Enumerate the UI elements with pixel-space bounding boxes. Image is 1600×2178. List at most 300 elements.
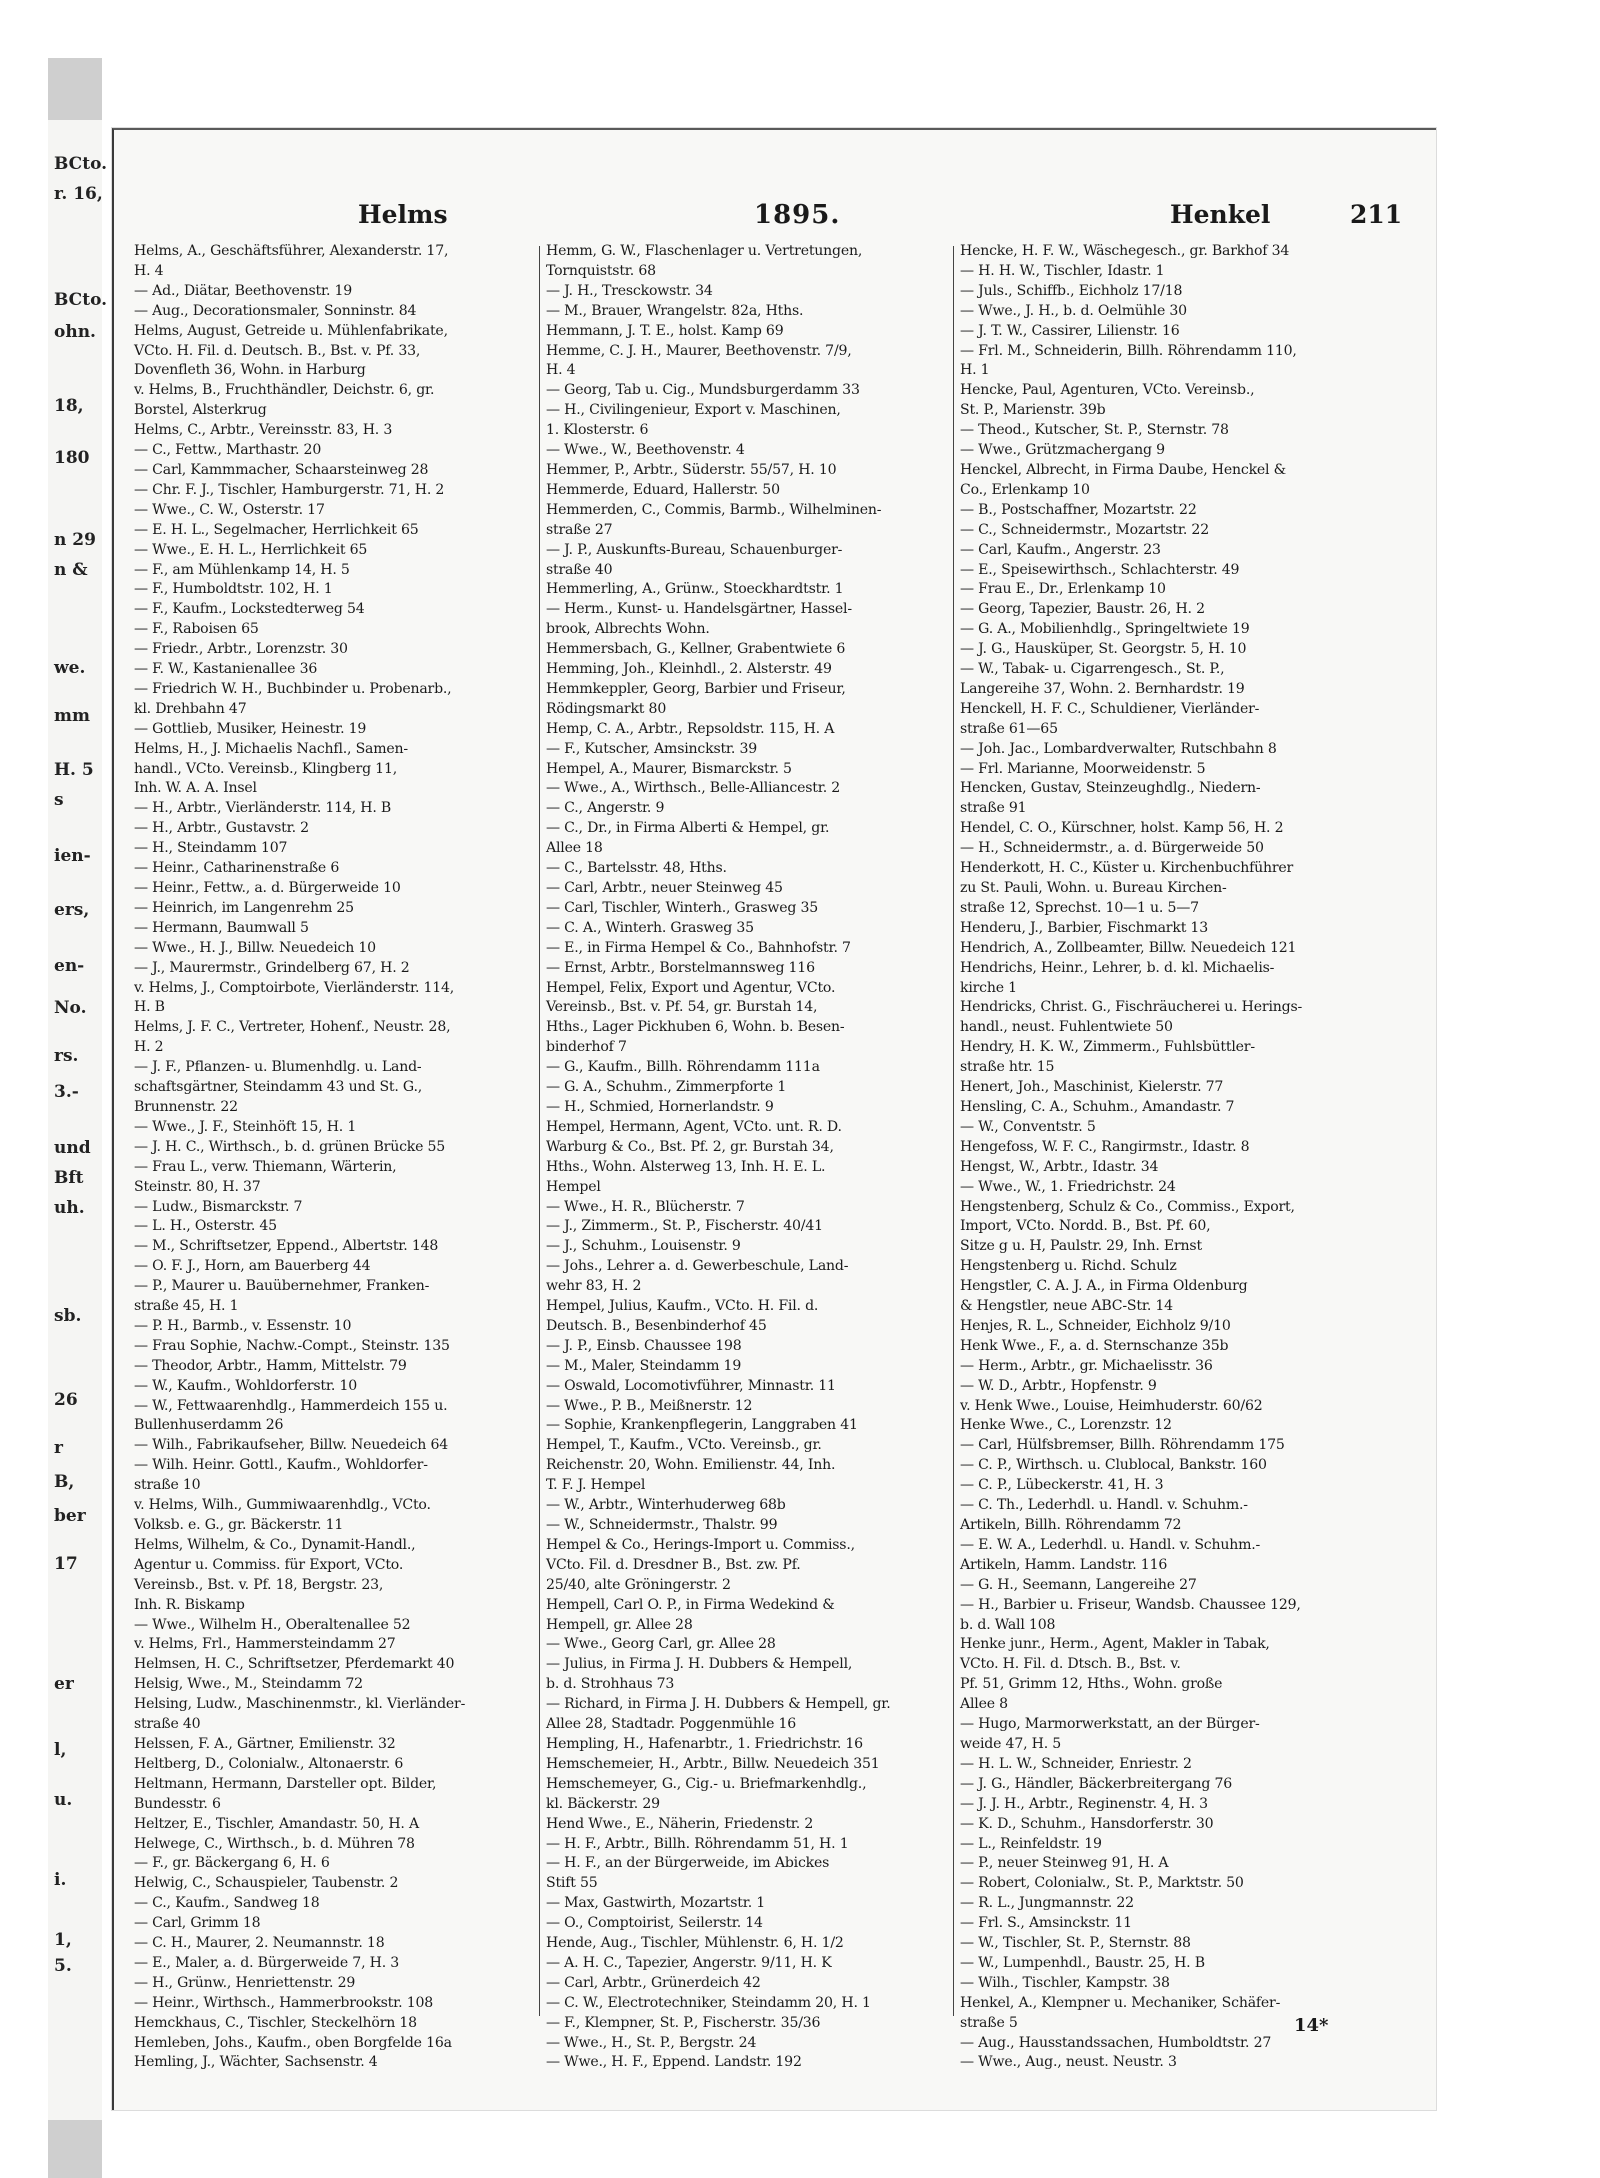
directory-entry-line: — E. H. L., Segelmacher, Herrlichkeit 65	[134, 521, 419, 538]
directory-entry-line: handl., neust. Fuhlentwiete 50	[960, 1019, 1173, 1036]
previous-page-text-fragment: No.	[54, 998, 87, 1018]
directory-entry-line: Hend Wwe., E., Näherin, Friedenstr. 2	[546, 1815, 814, 1832]
directory-entry-line: Hempell, Carl O. P., in Firma Wedekind &	[546, 1596, 835, 1613]
directory-entry-line: Henderkott, H. C., Küster u. Kirchenbuchführer	[960, 860, 1294, 877]
directory-entry-line: — W., Tabak- u. Cigarrengesch., St. P.,	[960, 661, 1225, 678]
previous-page-text-fragment: uh.	[54, 1198, 85, 1218]
previous-page-text-fragment: BCto.	[54, 154, 108, 174]
directory-entry-line: — Heinr., Wirthsch., Hammerbrookstr. 108	[134, 1994, 433, 2011]
directory-entry-line: — G. A., Mobilienhdlg., Springeltwiete 19	[960, 621, 1250, 638]
directory-entry-line: — O. F. J., Horn, am Bauerberg 44	[134, 1258, 371, 1275]
directory-entry-line: Helmsen, H. C., Schriftsetzer, Pferdemarkt 40	[134, 1656, 455, 1673]
column-2	[546, 242, 946, 2071]
directory-entry-line: — E., Speisewirthsch., Schlachterstr. 49	[960, 561, 1240, 578]
directory-entry-line: — Herm., Arbtr., gr. Michaelisstr. 36	[960, 1357, 1213, 1374]
directory-entry-line: Henckel, Albrecht, in Firma Daube, Henckel &	[960, 461, 1286, 478]
directory-entry-line: — Frau E., Dr., Erlenkamp 10	[960, 581, 1166, 598]
previous-page-text-fragment: l,	[54, 1740, 67, 1760]
directory-entry-line: Hencke, H. F. W., Wäschegesch., gr. Barkhof 34	[960, 243, 1290, 259]
previous-page-text-fragment: en-	[54, 956, 85, 976]
directory-entry-line: — C., Bartelsstr. 48, Hths.	[546, 860, 727, 877]
directory-entry-line: straße 61—65	[960, 720, 1058, 737]
directory-entry-line: — Theodor, Arbtr., Hamm, Mittelstr. 79	[134, 1357, 407, 1374]
directory-entry-line: weide 47, H. 5	[960, 1735, 1062, 1752]
directory-entry-line: Borstel, Alsterkrug	[134, 402, 267, 419]
directory-entry-line: Hempel	[546, 1178, 601, 1195]
directory-entry-line: v. Helms, J., Comptoirbote, Vierländerstr. 114,	[134, 979, 455, 996]
directory-entry-line: — E., Maler, a. d. Bürgerweide 7, H. 3	[134, 1954, 400, 1971]
directory-entry-line: — Ernst, Arbtr., Borstelmannsweg 116	[546, 959, 815, 976]
directory-entry-line: Henert, Joh., Maschinist, Kielerstr. 77	[960, 1079, 1224, 1096]
directory-entry-line: — C. W., Electrotechniker, Steindamm 20, H. 1	[546, 1994, 871, 2011]
directory-entry-line: — Carl, Hülfsbremser, Billh. Röhrendamm 175	[960, 1437, 1285, 1454]
directory-entry-line: — Wwe., W., Beethovenstr. 4	[546, 442, 745, 459]
directory-entry-line: — Joh. Jac., Lombardverwalter, Rutschbahn 8	[960, 740, 1277, 757]
directory-entry-line: Allee 8	[960, 1696, 1008, 1713]
directory-entry-line: Hempel, Julius, Kaufm., VCto. H. Fil. d.	[546, 1298, 819, 1315]
directory-entry-line: — Robert, Colonialw., St. P., Marktstr. 50	[960, 1875, 1244, 1892]
directory-entry-line: Tornquiststr. 68	[546, 262, 656, 279]
directory-entry-line: — Ad., Diätar, Beethovenstr. 19	[134, 282, 353, 299]
directory-entry-line: — C., Angerstr. 9	[546, 800, 665, 817]
directory-entry-line: Artikeln, Billh. Röhrendamm 72	[960, 1517, 1182, 1533]
previous-page-text-fragment: r. 16,	[54, 184, 103, 204]
directory-entry-line: Hendry, H. K. W., Zimmerm., Fuhlsbüttler-	[960, 1039, 1255, 1056]
directory-entry-line: — C., Fettw., Marthastr. 20	[134, 442, 322, 459]
directory-entry-line: — C. P., Wirthsch. u. Clublocal, Bankstr. 160	[960, 1457, 1267, 1474]
directory-entry-line: kirche 1	[960, 979, 1017, 996]
directory-entry-line: Langereihe 37, Wohn. 2. Bernhardstr. 19	[960, 680, 1245, 697]
previous-page-text-fragment: 3.-	[54, 1082, 79, 1102]
directory-entry-line: Hemschemeyer, G., Cig.- u. Briefmarkenhdlg.,	[546, 1775, 867, 1792]
directory-entry-line: Hths., Wohn. Alsterweg 13, Inh. H. E. L.	[546, 1158, 826, 1175]
directory-entry-line: — J. P., Einsb. Chaussee 198	[546, 1337, 742, 1354]
directory-entry-line: Henderu, J., Barbier, Fischmarkt 13	[960, 919, 1208, 936]
directory-entry-line: — Carl, Kammmacher, Schaarsteinweg 28	[134, 461, 429, 478]
directory-entry-line: binderhof 7	[546, 1039, 627, 1056]
directory-entry-line: — Frl. S., Amsinckstr. 11	[960, 1915, 1132, 1932]
directory-entry-line: Vereinsb., Bst. v. Pf. 18, Bergstr. 23,	[134, 1576, 384, 1593]
directory-entry-line: Hemschemeier, H., Arbtr., Billw. Neuedeich 351	[546, 1755, 880, 1772]
directory-entry-line: — Chr. F. J., Tischler, Hamburgerstr. 71, H. 2	[134, 481, 445, 498]
directory-entry-line: Allee 18	[546, 840, 603, 857]
previous-page-text-fragment: i.	[54, 1870, 67, 1890]
directory-entry-line: — Friedr., Arbtr., Lorenzstr. 30	[134, 641, 348, 658]
directory-entry-line: Helms, H., J. Michaelis Nachfl., Samen-	[134, 740, 408, 757]
directory-entry-line: — W., Schneidermstr., Thalstr. 99	[546, 1517, 778, 1533]
directory-entry-line: — W., Fettwaarenhdlg., Hammerdeich 155 u.	[134, 1397, 448, 1414]
directory-entry-line: — Carl, Arbtr., neuer Steinweg 45	[546, 880, 783, 896]
signature-mark: 14*	[1294, 2015, 1329, 2036]
directory-entry-line: — L., Reinfeldstr. 19	[960, 1835, 1102, 1852]
directory-entry-line: — H. F., Arbtr., Billh. Röhrendamm 51, H. 1	[546, 1835, 849, 1852]
column-3	[960, 242, 1362, 2071]
directory-entry-line: — H., Schmied, Hornerlandstr. 9	[546, 1098, 774, 1115]
directory-entry-line: 25/40, alte Gröningerstr. 2	[546, 1576, 731, 1593]
previous-page-text-fragment: er	[54, 1674, 74, 1694]
directory-entry-line: — C. Th., Lederhdl. u. Handl. v. Schuhm.-	[960, 1497, 1248, 1514]
directory-entry-line: — W., Arbtr., Winterhuderweg 68b	[546, 1497, 786, 1514]
directory-entry-line: VCto. Fil. d. Dresdner B., Bst. zw. Pf.	[546, 1556, 801, 1573]
directory-entry-line: — H., Schneidermstr., a. d. Bürgerweide 50	[960, 840, 1264, 857]
previous-page-text-fragment: we.	[54, 658, 86, 678]
directory-entry-line: Helssen, F. A., Gärtner, Emilienstr. 32	[134, 1735, 396, 1752]
directory-entry-line: Heltzer, E., Tischler, Amandastr. 50, H. A	[134, 1815, 419, 1832]
directory-entry-line: Inh. R. Biskamp	[134, 1596, 245, 1613]
directory-entry-line: — Carl, Arbtr., Grünerdeich 42	[546, 1974, 761, 1991]
directory-entry-line: — W., Conventstr. 5	[960, 1118, 1096, 1135]
directory-entry-line: — Wwe., P. B., Meißnerstr. 12	[546, 1397, 753, 1414]
directory-entry-line: — F., am Mühlenkamp 14, H. 5	[134, 561, 350, 578]
directory-entry-line: Allee 28, Stadtadr. Poggenmühle 16	[546, 1716, 797, 1733]
directory-entry-line: straße 10	[134, 1477, 201, 1494]
directory-entry-line: Hemmersbach, G., Kellner, Grabentwiete 6	[546, 641, 846, 658]
directory-entry-line: kl. Bäckerstr. 29	[546, 1795, 660, 1812]
previous-page-text-fragment: mm	[54, 706, 90, 726]
directory-entry-line: — Wwe., C. W., Osterstr. 17	[134, 501, 325, 518]
directory-entry-line: straße 27	[546, 521, 613, 538]
directory-entry-line: Deutsch. B., Besenbinderhof 45	[546, 1317, 767, 1334]
directory-entry-line: Henk Wwe., F., a. d. Sternschanze 35b	[960, 1337, 1229, 1354]
directory-entry-line: Hemmer, P., Arbtr., Süderstr. 55/57, H. 10	[546, 461, 837, 478]
previous-page-fragment-area	[48, 120, 108, 2120]
directory-entry-line: — E., in Firma Hempel & Co., Bahnhofstr. 7	[546, 939, 851, 956]
directory-entry-line: b. d. Strohhaus 73	[546, 1676, 675, 1693]
directory-entry-line: Hempel, T., Kaufm., VCto. Vereinsb., gr.	[546, 1437, 822, 1454]
directory-entry-line: — W., Kaufm., Wohldorferstr. 10	[134, 1377, 357, 1394]
directory-entry-line: straße 5	[960, 2014, 1018, 2031]
previous-page-text-fragment: 5.	[54, 1956, 72, 1976]
page-number: 211	[1350, 200, 1403, 229]
directory-entry-line: H. 2	[134, 1039, 164, 1056]
directory-entry-line: Hensling, C. A., Schuhm., Amandastr. 7	[960, 1098, 1235, 1115]
directory-entry-line: v. Henk Wwe., Louise, Heimhuderstr. 60/62	[960, 1397, 1263, 1414]
directory-entry-line: kl. Drehbahn 47	[134, 700, 247, 717]
directory-entry-line: Artikeln, Hamm. Landstr. 116	[960, 1556, 1168, 1573]
directory-entry-line: Rödingsmarkt 80	[546, 700, 667, 717]
directory-entry-line: — Hermann, Baumwall 5	[134, 919, 309, 936]
column-1	[134, 242, 532, 2071]
directory-entry-line: 1. Klosterstr. 6	[546, 422, 649, 439]
directory-entry-line: — F. W., Kastanienallee 36	[134, 661, 318, 678]
previous-page-text-fragment: 1,	[54, 1930, 72, 1950]
previous-page-text-fragment: sb.	[54, 1306, 82, 1326]
directory-entry-line: — H. L. W., Schneider, Enriestr. 2	[960, 1755, 1192, 1772]
directory-entry-line: — Herm., Kunst- u. Handelsgärtner, Hassel-	[546, 601, 852, 618]
directory-entry-line: Hempell, gr. Allee 28	[546, 1616, 693, 1633]
directory-entry-line: — L. H., Osterstr. 45	[134, 1218, 277, 1235]
previous-page-text-fragment: und	[54, 1138, 91, 1158]
directory-entry-line: — F., Raboisen 65	[134, 621, 259, 638]
directory-entry-line: Helms, C., Arbtr., Vereinsstr. 83, H. 3	[134, 422, 393, 439]
directory-entry-line: — F., Klempner, St. P., Fischerstr. 35/36	[546, 2014, 821, 2031]
previous-page-text-fragment: u.	[54, 1790, 73, 1810]
directory-entry-line: Henkel, A., Klempner u. Mechaniker, Schäfer-	[960, 1994, 1281, 2011]
directory-entry-line: — Georg, Tapezier, Baustr. 26, H. 2	[960, 601, 1205, 618]
directory-entry-line: — W., Tischler, St. P., Sternstr. 88	[960, 1935, 1191, 1952]
directory-entry-line: Hempel, Felix, Export und Agentur, VCto.	[546, 979, 836, 996]
directory-entry-line: — Wwe., H. R., Blücherstr. 7	[546, 1198, 745, 1215]
column-divider	[953, 246, 954, 2016]
directory-entry-line: Henjes, R. L., Schneider, Eichholz 9/10	[960, 1317, 1231, 1334]
directory-entry-line: — Ludw., Bismarckstr. 7	[134, 1198, 303, 1215]
directory-entry-line: handl., VCto. Vereinsb., Klingberg 11,	[134, 760, 397, 777]
directory-entry-line: Sitze g u. H, Paulstr. 29, Inh. Ernst	[960, 1238, 1202, 1255]
directory-entry-line: — M., Brauer, Wrangelstr. 82a, Hths.	[546, 302, 804, 319]
directory-entry-line: Helms, August, Getreide u. Mühlenfabrikate,	[134, 322, 448, 339]
directory-entry-line: — F., Kutscher, Amsinckstr. 39	[546, 740, 758, 757]
directory-entry-line: — J. H., Tresckowstr. 34	[546, 282, 713, 299]
directory-entry-line: — J. G., Händler, Bäckerbreitergang 76	[960, 1775, 1233, 1792]
directory-entry-line: H. 1	[960, 362, 990, 379]
directory-entry-line: — P. H., Barmb., v. Essenstr. 10	[134, 1317, 352, 1334]
directory-entry-line: — Carl, Kaufm., Angerstr. 23	[960, 541, 1161, 558]
directory-entry-line: — Friedrich W. H., Buchbinder u. Probenarb.,	[134, 680, 452, 697]
directory-entry-line: — Heinr., Catharinenstraße 6	[134, 860, 340, 877]
previous-page-text-fragment: ers,	[54, 900, 90, 920]
directory-entry-line: Inh. W. A. A. Insel	[134, 780, 257, 797]
directory-entry-line: straße 40	[546, 561, 613, 578]
directory-entry-line: Hengst, W., Arbtr., Idastr. 34	[960, 1158, 1159, 1175]
directory-entry-line: — Wwe., H. F., Eppend. Landstr. 192	[546, 2054, 802, 2071]
directory-entry-line: — H., Arbtr., Gustavstr. 2	[134, 820, 309, 837]
previous-page-text-fragment: B,	[54, 1472, 75, 1492]
directory-entry-line: straße 45, H. 1	[134, 1298, 239, 1315]
previous-page-text-fragment: 17	[54, 1554, 78, 1574]
previous-page-text-fragment: 18,	[54, 396, 84, 416]
directory-entry-line: — Heinrich, im Langenrehm 25	[134, 899, 354, 916]
directory-entry-line: — M., Maler, Steindamm 19	[546, 1357, 742, 1374]
directory-entry-line: — Wwe., J. H., b. d. Oelmühle 30	[960, 302, 1187, 319]
directory-entry-line: v. Helms, Wilh., Gummiwaarenhdlg., VCto.	[134, 1497, 431, 1514]
directory-entry-line: Steinstr. 80, H. 37	[134, 1178, 261, 1195]
directory-entry-line: — Hugo, Marmorwerkstatt, an der Bürger-	[960, 1716, 1260, 1733]
directory-entry-line: — Sophie, Krankenpflegerin, Langgraben 41	[546, 1417, 858, 1434]
directory-entry-line: — H., Barbier u. Friseur, Wandsb. Chaussee 129,	[960, 1596, 1301, 1613]
directory-entry-line: — Aug., Decorationsmaler, Sonninstr. 84	[134, 302, 417, 319]
directory-entry-line: — C., Kaufm., Sandweg 18	[134, 1895, 320, 1912]
directory-entry-line: — Wwe., J. F., Steinhöft 15, H. 1	[134, 1118, 357, 1135]
directory-entry-line: Hencke, Paul, Agenturen, VCto. Vereinsb.,	[960, 382, 1255, 399]
directory-entry-line: — Wwe., Georg Carl, gr. Allee 28	[546, 1636, 776, 1653]
directory-entry-line: — P., neuer Steinweg 91, H. A	[960, 1855, 1169, 1872]
directory-entry-line: — Wwe., Aug., neust. Neustr. 3	[960, 2054, 1177, 2071]
directory-entry-line: Hemmkeppler, Georg, Barbier und Friseur,	[546, 680, 846, 697]
previous-page-text-fragment: ien-	[54, 846, 91, 866]
directory-entry-line: Hempel, A., Maurer, Bismarckstr. 5	[546, 760, 792, 777]
directory-entry-line: — J. F., Pflanzen- u. Blumenhdlg. u. Land-	[134, 1059, 422, 1076]
directory-entry-line: Volksb. e. G., gr. Bäckerstr. 11	[134, 1517, 344, 1533]
directory-entry-line: Hempling, H., Hafenarbtr., 1. Friedrichstr. 16	[546, 1735, 863, 1752]
directory-entry-line: — O., Comptoirist, Seilerstr. 14	[546, 1915, 763, 1932]
directory-entry-line: — C. H., Maurer, 2. Neumannstr. 18	[134, 1935, 385, 1952]
directory-entry-line: T. F. J. Hempel	[546, 1477, 646, 1494]
directory-entry-line: — Max, Gastwirth, Mozartstr. 1	[546, 1895, 766, 1912]
directory-entry-line: Agentur u. Commiss. für Export, VCto.	[134, 1556, 404, 1573]
previous-page-text-fragment: rs.	[54, 1046, 79, 1066]
directory-entry-line: — Julius, in Firma J. H. Dubbers & Hempell,	[546, 1656, 853, 1673]
directory-entry-line: — C. P., Lübeckerstr. 41, H. 3	[960, 1477, 1164, 1494]
directory-entry-line: Hemmerden, C., Commis, Barmb., Wilhelminen-	[546, 501, 882, 518]
directory-entry-line: Stift 55	[546, 1875, 598, 1892]
directory-entry-line: — Wwe., H., St. P., Bergstr. 24	[546, 2034, 757, 2051]
directory-entry-line: Hendricks, Christ. G., Fischräucherei u. Herings-	[960, 999, 1303, 1016]
directory-entry-line: — J., Schuhm., Louisenstr. 9	[546, 1238, 741, 1255]
directory-entry-line: — J. T. W., Cassirer, Lilienstr. 16	[960, 322, 1180, 339]
directory-entry-line: VCto. H. Fil. d. Deutsch. B., Bst. v. Pf. 33,	[134, 342, 421, 359]
directory-entry-line: — J., Maurermstr., Grindelberg 67, H. 2	[134, 959, 410, 976]
directory-entry-line: — Wwe., E. H. L., Herrlichkeit 65	[134, 541, 368, 558]
directory-entry-line: — M., Schriftsetzer, Eppend., Albertstr. 148	[134, 1238, 439, 1255]
directory-entry-line: Hths., Lager Pickhuben 6, Wohn. b. Besen-	[546, 1019, 845, 1036]
directory-entry-line: Helwege, C., Wirthsch., b. d. Mühren 78	[134, 1835, 415, 1852]
directory-entry-line: Helwig, C., Schauspieler, Taubenstr. 2	[134, 1875, 399, 1892]
previous-page-text-fragment: H. 5	[54, 760, 94, 780]
directory-entry-line: — Oswald, Locomotivführer, Minnastr. 11	[546, 1377, 836, 1394]
directory-entry-line: — J., Zimmerm., St. P., Fischerstr. 40/41	[546, 1218, 823, 1235]
directory-entry-line: — H., Civilingenieur, Export v. Maschinen,	[546, 402, 841, 419]
directory-entry-line: Warburg & Co., Bst. Pf. 2, gr. Burstah 34,	[546, 1138, 834, 1155]
directory-entry-line: — Wwe., W., 1. Friedrichstr. 24	[960, 1178, 1176, 1195]
directory-entry-line: — K. D., Schuhm., Hansdorferstr. 30	[960, 1815, 1214, 1832]
directory-entry-line: Bundesstr. 6	[134, 1795, 221, 1812]
directory-entry-line: Helms, Wilhelm, & Co., Dynamit-Handl.,	[134, 1536, 416, 1553]
directory-entry-line: — Heinr., Fettw., a. d. Bürgerweide 10	[134, 880, 401, 896]
directory-entry-line: — Wilh., Fabrikaufseher, Billw. Neuedeich 64	[134, 1437, 448, 1454]
directory-entry-line: H. 4	[546, 362, 576, 379]
directory-entry-line: — F., Humboldtstr. 102, H. 1	[134, 581, 333, 598]
directory-entry-line: Helsig, Wwe., M., Steindamm 72	[134, 1676, 363, 1693]
directory-entry-line: Hemp, C. A., Arbtr., Repsoldstr. 115, H. A	[546, 720, 835, 737]
directory-entry-line: Henke Wwe., C., Lorenzstr. 12	[960, 1417, 1172, 1434]
directory-entry-line: — Frl. Marianne, Moorweidenstr. 5	[960, 760, 1206, 777]
directory-entry-line: — F., Kaufm., Lockstedterweg 54	[134, 601, 365, 618]
directory-entry-line: v. Helms, Frl., Hammersteindamm 27	[134, 1636, 396, 1653]
directory-entry-line: Hemmerling, A., Grünw., Stoeckhardtstr. 1	[546, 581, 844, 598]
directory-entry-line: schaftsgärtner, Steindamm 43 und St. G.,	[134, 1079, 423, 1096]
directory-entry-line: Helms, A., Geschäftsführer, Alexanderstr. 17,	[134, 243, 449, 259]
directory-entry-line: — Carl, Tischler, Winterh., Grasweg 35	[546, 899, 819, 916]
directory-entry-line: Vereinsb., Bst. v. Pf. 54, gr. Burstah 14,	[546, 999, 818, 1016]
directory-entry-line: Co., Erlenkamp 10	[960, 481, 1090, 498]
directory-entry-line: Hendrichs, Heinr., Lehrer, b. d. kl. Michaelis-	[960, 959, 1275, 976]
directory-entry-line: Hemckhaus, C., Tischler, Steckelhörn 18	[134, 2014, 417, 2031]
directory-entry-line: — H., Steindamm 107	[134, 840, 288, 857]
directory-entry-line: Hempel, Hermann, Agent, VCto. unt. R. D.	[546, 1118, 842, 1135]
directory-entry-line: Hengstenberg, Schulz & Co., Commiss., Export,	[960, 1198, 1295, 1215]
previous-page-text-fragment: ohn.	[54, 322, 96, 342]
directory-entry-line: H. B	[134, 999, 165, 1016]
directory-entry-line: Pf. 51, Grimm 12, Hths., Wohn. große	[960, 1676, 1223, 1693]
directory-entry-line: — Wwe., Grützmachergang 9	[960, 442, 1165, 459]
directory-entry-line: — Wilh., Tischler, Kampstr. 38	[960, 1974, 1170, 1991]
directory-entry-line: — Wwe., A., Wirthsch., Belle-Alliancestr. 2	[546, 780, 841, 797]
directory-entry-line: wehr 83, H. 2	[546, 1278, 642, 1295]
directory-entry-line: — Johs., Lehrer a. d. Gewerbeschule, Land-	[546, 1258, 849, 1275]
directory-entry-line: straße 12, Sprechst. 10—1 u. 5—7	[960, 899, 1199, 916]
running-head	[114, 200, 1436, 236]
directory-entry-line: Hemme, C. J. H., Maurer, Beethovenstr. 7/9,	[546, 342, 852, 359]
directory-entry-line: Henke junr., Herm., Agent, Makler in Tabak,	[960, 1636, 1270, 1653]
directory-entry-line: — Gottlieb, Musiker, Heinestr. 19	[134, 720, 367, 737]
directory-entry-line: — H. H. W., Tischler, Idastr. 1	[960, 262, 1165, 279]
directory-entry-line: — W. D., Arbtr., Hopfenstr. 9	[960, 1377, 1157, 1394]
previous-page-text-fragment: Bft	[54, 1168, 84, 1188]
directory-entry-line: b. d. Wall 108	[960, 1616, 1056, 1633]
running-head-left: Helms	[358, 200, 448, 229]
previous-page-text-fragment: 26	[54, 1390, 78, 1410]
directory-entry-line: Hengstler, C. A. J. A., in Firma Oldenburg	[960, 1278, 1248, 1295]
directory-entry-line: — B., Postschaffner, Mozartstr. 22	[960, 501, 1197, 518]
directory-entry-line: — C., Schneidermstr., Mozartstr. 22	[960, 521, 1209, 538]
directory-entry-line: H. 4	[134, 262, 164, 279]
previous-page-text-fragment: ber	[54, 1506, 86, 1526]
running-head-right: Henkel	[1170, 200, 1271, 229]
directory-entry-line: Hemming, Joh., Kleinhdl., 2. Alsterstr. 49	[546, 661, 832, 678]
directory-entry-line: Brunnenstr. 22	[134, 1098, 238, 1115]
directory-entry-line: Dovenfleth 36, Wohn. in Harburg	[134, 362, 366, 379]
directory-entry-line: Hempel & Co., Herings-Import u. Commiss.,	[546, 1536, 855, 1553]
directory-entry-line: — Wwe., H. J., Billw. Neuedeich 10	[134, 939, 376, 956]
directory-entry-line: Hengefoss, W. F. C., Rangirmstr., Idastr. 8	[960, 1138, 1250, 1155]
directory-entry-line: Import, VCto. Nordd. B., Bst. Pf. 60,	[960, 1218, 1211, 1235]
running-head-year: 1895.	[754, 200, 841, 230]
directory-entry-line: — G. A., Schuhm., Zimmerpforte 1	[546, 1079, 787, 1096]
directory-entry-line: — J. P., Auskunfts-Bureau, Schauenburger-	[546, 541, 843, 558]
previous-page-text-fragment: r	[54, 1438, 63, 1458]
directory-entry-line: — C. A., Winterh. Grasweg 35	[546, 919, 754, 936]
directory-entry-line: Hengstenberg u. Richd. Schulz	[960, 1258, 1177, 1275]
directory-entry-line: Reichenstr. 20, Wohn. Emilienstr. 44, Inh.	[546, 1457, 836, 1474]
directory-entry-line: St. P., Marienstr. 39b	[960, 402, 1106, 419]
directory-entry-line: straße htr. 15	[960, 1059, 1055, 1076]
previous-page-text-fragment: BCto.	[54, 290, 108, 310]
directory-entry-line: Hende, Aug., Tischler, Mühlenstr. 6, H. 1/2	[546, 1935, 844, 1952]
directory-entry-line: — E. W. A., Lederhdl. u. Handl. v. Schuhm.-	[960, 1536, 1261, 1553]
directory-entry-line: straße 40	[134, 1716, 201, 1733]
previous-page-text-fragment: n 29	[54, 530, 96, 550]
previous-page-text-fragment: s	[54, 790, 64, 810]
directory-entry-line: Hendrich, A., Zollbeamter, Billw. Neuedeich 121	[960, 939, 1297, 956]
directory-entry-line: — Carl, Grimm 18	[134, 1915, 261, 1932]
previous-page-edge	[48, 58, 108, 2178]
directory-entry-line: — Wwe., Wilhelm H., Oberaltenallee 52	[134, 1616, 411, 1633]
directory-entry-line: — Frau L., verw. Thiemann, Wärterin,	[134, 1158, 397, 1175]
directory-entry-line: Hemleben, Johs., Kaufm., oben Borgfelde 16a	[134, 2034, 452, 2051]
directory-entry-line: — H., Arbtr., Vierländerstr. 114, H. B	[134, 800, 392, 817]
directory-entry-line: — Frl. M., Schneiderin, Billh. Röhrendamm 110,	[960, 342, 1297, 359]
directory-entry-line: Hendel, C. O., Kürschner, holst. Kamp 56, H. 2	[960, 820, 1284, 837]
directory-entry-line: — Juls., Schiffb., Eichholz 17/18	[960, 282, 1183, 299]
directory-entry-line: brook, Albrechts Wohn.	[546, 621, 710, 638]
directory-entry-line: — J. J. H., Arbtr., Reginenstr. 4, H. 3	[960, 1795, 1208, 1812]
directory-entry-line: — G. H., Seemann, Langereihe 27	[960, 1576, 1197, 1593]
directory-entry-line: Hemmerde, Eduard, Hallerstr. 50	[546, 481, 780, 498]
directory-entry-line: — H., Grünw., Henriettenstr. 29	[134, 1974, 356, 1991]
directory-entry-line: — F., gr. Bäckergang 6, H. 6	[134, 1855, 330, 1872]
directory-entry-line: — J. G., Hausküper, St. Georgstr. 5, H. 10	[960, 641, 1247, 658]
directory-entry-line: Hemmann, J. T. E., holst. Kamp 69	[546, 322, 784, 339]
directory-entry-line: — P., Maurer u. Bauübernehmer, Franken-	[134, 1278, 430, 1295]
directory-entry-line: v. Helms, B., Fruchthändler, Deichstr. 6, gr.	[134, 382, 435, 399]
directory-entry-line: Helms, J. F. C., Vertreter, Hohenf., Neustr. 28,	[134, 1019, 451, 1036]
previous-page-text-fragment: 180	[54, 448, 90, 468]
directory-entry-line: — Richard, in Firma J. H. Dubbers & Hempell, gr.	[546, 1696, 891, 1713]
directory-page	[112, 128, 1436, 2110]
directory-entry-line: — A. H. C., Tapezier, Angerstr. 9/11, H. K	[546, 1954, 832, 1971]
directory-entry-line: — R. L., Jungmannstr. 22	[960, 1895, 1134, 1912]
directory-entry-line: — C., Dr., in Firma Alberti & Hempel, gr.	[546, 820, 830, 837]
